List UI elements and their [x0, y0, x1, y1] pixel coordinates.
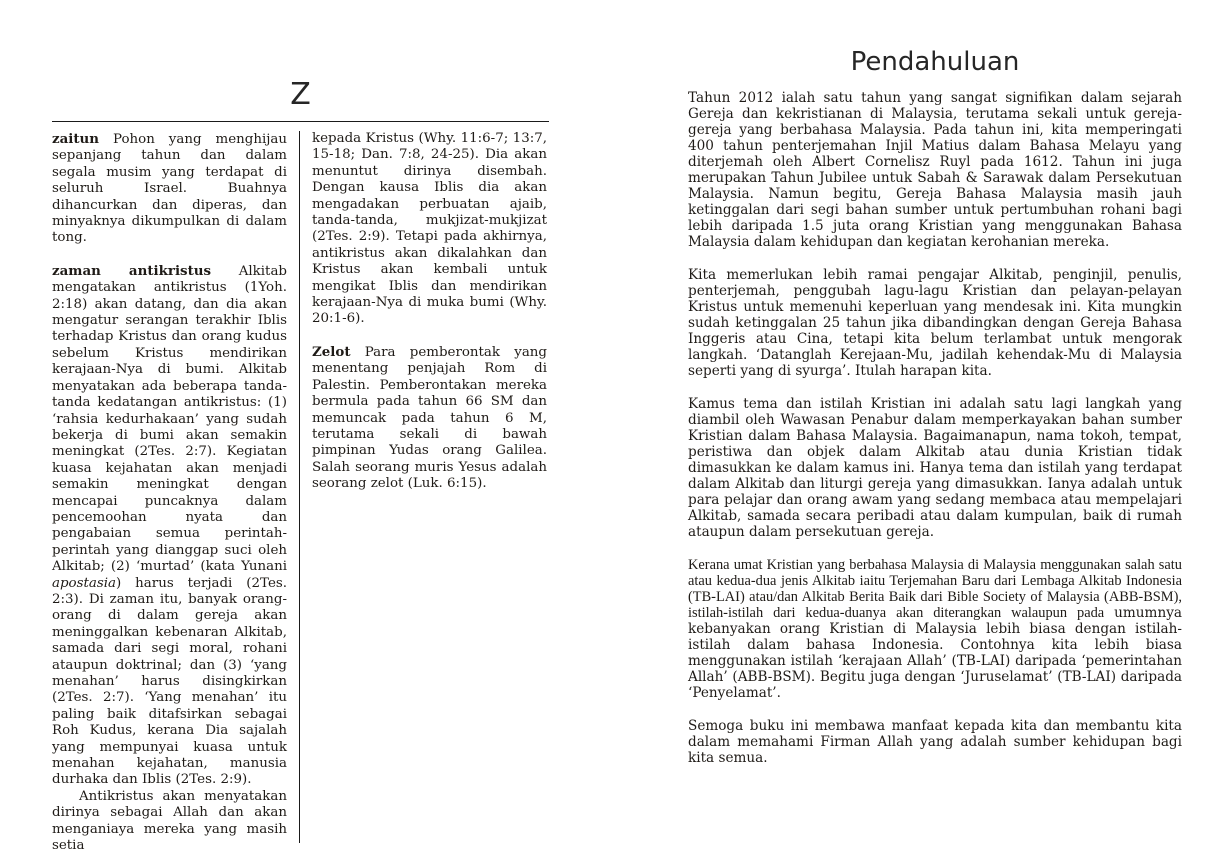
greek-word: apostasia — [52, 575, 116, 591]
entry-definition: Para pemberontak yang menentang penjajah Rom di Palestin. Pemberontakan mereka bermula pada tahun 66 SM dan memuncak pada tahun 6 M, terutama sekali di bawah pimpinan Yudas orang Galilea. Salah seorang muris Yesus adalah seorang zelot (Luk. 6:15). — [312, 344, 547, 492]
paragraph-4 — [688, 557, 1182, 701]
left-page — [52, 78, 549, 858]
entry-definition: ) harus terjadi (2Tes. 2:3). Di zaman itu, banyak orang-orang di dalam gereja akan meninggalkan kebenaran Alkitab, samada dari segi moral, rohani ataupun doktrinal; dan (3) ‘yang menahan’ harus disingkirkan (2Tes. 2:7). ‘Yang menahan’ itu paling baik ditafsirkan sebagai Roh Kudus, kerana Dia sajalah yang mempunyai kuasa untuk menahan kejahatan, manusia durhaka dan Iblis (2Tes. 2:9). — [52, 575, 287, 788]
entry-second-paragraph — [52, 789, 287, 855]
entry-term: zaitun — [52, 131, 100, 147]
column-divider-rule — [299, 131, 300, 843]
dictionary-columns — [52, 131, 549, 858]
paragraph-2: Kita memerlukan lebih ramai pengajar Alkitab, penginjil, penulis, penterjemah, penggubah lagu-lagu Kristian dan pelayan-pelayan Kristus untuk memenuhi keperluan yang mendesak ini. Kita mungkin sudah ketinggalan 25 tahun jika dibandingkan dengan Gereja Bahasa Inggeris atau Cina, tetapi kita belum terlambat untuk mengorak langkah. ‘Datanglah Kerejaan-Mu, jadilah kehendak-Mu di Malaysia seperti yang di syurga’. Itulah harapan kita. — [688, 267, 1182, 379]
entry-definition: Alkitab mengatakan antikristus (1Yoh. 2:18) akan datang, dan dia akan mengatur serangan terakhir Iblis terhadap Kristus dan orang kudus sebelum Kristus mendirikan kerajaan-Nya di bumi. Alkitab menyatakan ada beberapa tanda-tanda kedatangan antikristus: (1) ‘rahsia kedurhakaan’ yang sudah bekerja di bumi akan semakin meningkat (2Tes. 2:7). Kegiatan kuasa kejahatan akan menjadi semakin meningkat dengan mencapai puncaknya dalam pencemoohan nyata dan pengabaian semua perintah-perintah yang dianggap suci oleh Alkitab; (2) ‘murtad’ (kata Yunani — [52, 263, 287, 575]
entry-zaman-antikristus — [52, 263, 287, 789]
section-letter-heading: Z — [290, 77, 311, 112]
paragraph-4-serif-segment: Kerana umat Kristian yang berbahasa Malaysia di Malaysia menggunakan salah satu atau kedua-dua jenis Alkitab iaitu Terjemahan Baru dari Lembaga Alkitab Indonesia (TB-LAI) atau/dan Alkitab Berita Baik dari Bible Society of Malaysia (ABB-BSM), istilah-istilah dari kedua-duanya akan diterangkan walaupun pada — [688, 557, 1182, 621]
right-page — [688, 46, 1182, 783]
paragraph-4-normal-segment: umumnya kebanyakan orang Kristian di Malaysia lebih biasa dengan istilah-istilah dalam bahasa Indonesia. Contohnya kita lebih biasa menggunakan istilah ‘kerajaan Allah’ (TB-LAI) daripada ‘pemerintahan Allah’ (ABB-BSM). Begitu juga dengan ‘Juruselamat’ (TB-LAI) daripada ‘Penyelamat’. — [688, 605, 1182, 701]
page-title: Pendahuluan — [850, 47, 1020, 77]
header-rule — [52, 121, 549, 122]
entry-zelot — [312, 344, 547, 493]
entry-continuation — [312, 131, 547, 328]
entry-definition: Antikristus akan menyatakan dirinya sebagai Allah dan akan menganiaya mereka yang masih setia — [52, 788, 287, 854]
entry-definition: Pohon yang menghijau sepanjang tahun dan dalam segala musim yang terdapat di seluruh Israel. Buahnya dihancurkan dan diperas, dan minyaknya dikumpulkan di dalam tong. — [52, 132, 287, 246]
paragraph-1: Tahun 2012 ialah satu tahun yang sangat signifikan dalam sejarah Gereja dan kekristianan di Malaysia, terutama sekali untuk gereja-gereja yang berbahasa Malaysia. Pada tahun ini, kita memperingati 400 tahun penterjemahan Injil Matius dalam Bahasa Melayu yang diterjemah oleh Albert Cornelisz Ruyl pada 1612. Tahun ini juga merupakan Tahun Jubilee untuk Sabah & Sarawak dalam Persekutuan Malaysia. Namun begitu, Gereja Bahasa Malaysia masih jauh ketinggalan dari segi bahan sumber untuk pertumbuhan rohani bagi lebih daripada 1.5 juta orang Kristian yang menggunakan Bahasa Malaysia dalam kehidupan dan kegiatan kerohanian mereka. — [688, 90, 1182, 250]
entry-term: Zelot — [312, 343, 351, 360]
paragraph-3: Kamus tema dan istilah Kristian ini adalah satu lagi langkah yang diambil oleh Wawasan Penabur dalam memperkayakan bahan sumber Kristian dalam Bahasa Malaysia. Bagaimanapun, nama tokoh, tempat, peristiwa dan objek dalam Alkitab atau dunia Kristian tidak dimasukkan ke dalam kamus ini. Hanya tema dan istilah yang terdapat dalam Alkitab dan liturgi gereja yang dimasukkan. Ianya adalah untuk para pelajar dan orang awam yang sedang membaca atau mempelajari Alkitab, samada secara peribadi atau dalam kumpulan, baik di rumah ataupun dalam persekutuan gereja. — [688, 396, 1182, 540]
entry-zaitun — [52, 131, 287, 247]
dictionary-column-right — [312, 131, 547, 858]
dictionary-column-left — [52, 131, 287, 858]
paragraph-5: Semoga buku ini membawa manfaat kepada kita dan membantu kita dalam memahami Firman Allah yang adalah sumber kehidupan bagi kita semua. — [688, 718, 1182, 766]
entry-definition: kepada Kristus (Why. 11:6-7; 13:7, 15-18; Dan. 7:8, 24-25). Dia akan menuntut dirinya disembah. Dengan kausa Iblis dia akan mengadakan perbuatan ajaib, tanda-tanda, mukjizat-mukjizat (2Tes. 2:9). Tetapi pada akhirnya, antikristus akan dikalahkan dan Kristus akan kembali untuk mengikat Iblis dan mendirikan kerajaan-Nya di muka bumi (Why. 20:1-6). — [312, 131, 547, 327]
entry-term: zaman antikristus — [52, 262, 212, 279]
